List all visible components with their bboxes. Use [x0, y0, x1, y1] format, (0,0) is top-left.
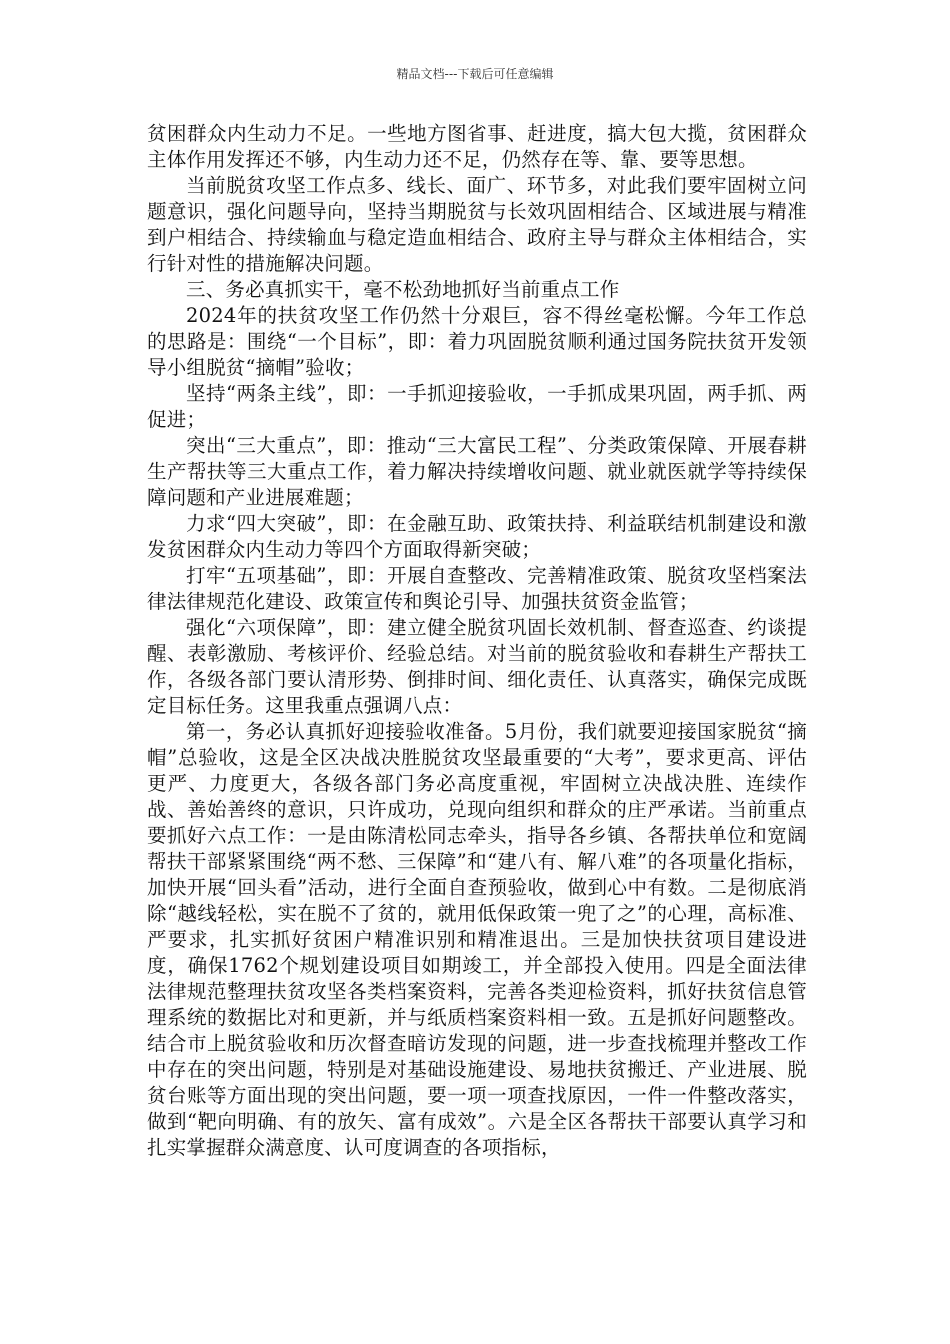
document-body — [147, 121, 807, 1161]
page-header: 精品文档---下载后可任意编辑 — [396, 67, 554, 81]
paragraph: 突出“三大重点”，即：推动“三大富民工程”、分类政策保障、开展春耕生产帮扶等三大重点工作，着力解决持续增收问题、就业就医就学等持续保障问题和产业进展难题； — [147, 434, 807, 509]
section-heading: 三、务必真抓实干，毫不松劲地抓好当前重点工作 — [186, 278, 620, 301]
paragraph: 强化“六项保障”，即：建立健全脱贫巩固长效机制、督查巡查、约谈提醒、表彰激励、考核评价、经验总结。对当前的脱贫验收和春耕生产帮扶工作，各级各部门要认清形势、倒排时间、细化责任、认真落实，确保完成既定目标任务。这里我重点强调八点： — [147, 616, 807, 717]
paragraph: 力求“四大突破”，即：在金融互助、政策扶持、利益联结机制建设和激发贫困群众内生动力等四个方面取得新突破； — [147, 512, 807, 561]
paragraph: 2024年的扶贫攻坚工作仍然十分艰巨，容不得丝毫松懈。今年工作总的思路是：围绕“一个目标”，即：着力巩固脱贫顺利通过国务院扶贫开发领导小组脱贫“摘帽”验收； — [147, 304, 807, 379]
paragraph: 当前脱贫攻坚工作点多、线长、面广、环节多，对此我们要牢固树立问题意识，强化问题导向，坚持当期脱贫与长效巩固相结合、区域进展与精准到户相结合、持续输血与稳定造血相结合、政府主导与群众主体相结合，实行针对性的措施解决问题。 — [147, 174, 807, 275]
paragraph: 贫困群众内生动力不足。一些地方图省事、赶进度，搞大包大揽，贫困群众主体作用发挥还不够，内生动力还不足，仍然存在等、靠、要等思想。 — [147, 122, 807, 171]
paragraph: 打牢“五项基础”，即：开展自查整改、完善精准政策、脱贫攻坚档案法律法律规范化建设、政策宣传和舆论引导、加强扶贫资金监管； — [147, 564, 807, 613]
paragraph: 第一，务必认真抓好迎接验收准备。5月份，我们就要迎接国家脱贫“摘帽”总验收，这是全区决战决胜脱贫攻坚最重要的“大考”，要求更高、评估更严、力度更大，各级各部门务必高度重视，牢固树立决战决胜、连续作战、善始善终的意识，只许成功，兑现向组织和群众的庄严承诺。当前重点要抓好六点工作：一是由陈清松同志牵头，指导各乡镇、各帮扶单位和宽阔帮扶干部紧紧围绕“两不愁、三保障”和“建八有、解八难”的各项量化指标，加快开展“回头看”活动，进行全面自查预验收，做到心中有数。二是彻底消除“越线轻松，实在脱不了贫的，就用低保政策一兜了之”的心理，高标准、严要求，扎实抓好贫困户精准识别和精准退出。三是加快扶贫项目建设进度，确保1762个规划建设项目如期竣工，并全部投入使用。四是全面法律法律规范整理扶贫攻坚各类档案资料，完善各类迎检资料，抓好扶贫信息管理系统的数据比对和更新，并与纸质档案资料相一致。五是抓好问题整改。结合市上脱贫验收和历次督查暗访发现的问题，进一步查找梳理并整改工作中存在的突出问题，特别是对基础设施建设、易地扶贫搬迁、产业进展、脱贫台账等方面出现的突出问题，要一项一项查找原因，一件一件整改落实，做到“靶向明确、有的放矢、富有成效”。六是全区各帮扶干部要认真学习和扎实掌握群众满意度、认可度调查的各项指标， — [147, 720, 807, 1159]
paragraph: 坚持“两条主线”，即：一手抓迎接验收，一手抓成果巩固，两手抓、两促进； — [147, 382, 807, 431]
